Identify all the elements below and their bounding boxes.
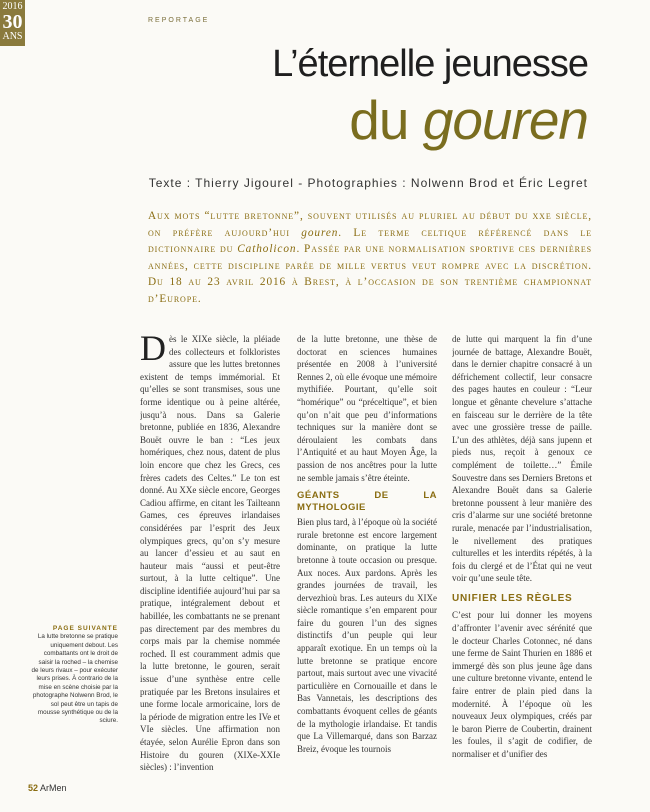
title-plain: du bbox=[349, 89, 423, 151]
column-1-text: ès le XIXe siècle, la pléiade des collecteurs et folkloristes assure que les luttes bretonnes existent de temps immémorial. Et qu’elles se sont transmises, sous une forme identique ou à peine altérée, jusqu’à nous. Dans sa Galerie bretonne, publiée en 1836, Alexandre Bouët ouvre le ban : “Les jeux homériques, chez nous, datent de plus loin encore que chez les Grecs, ces frères cadets des Celtes.” Le ton est donné. Au XXe siècle encore, Georges Cadiou affirme, en citant les Tailteann Games, ces épreuves irlandaises considérées par l’esprit des Jeux olympiques grecs, qu’on s’y mesure au lancer d’essieu et au saut en hauteur mais “aussi et peut-être surtout, à la lutte celtique”. Une discipline identifiée aujourd’hui par sa pratique, intégralement debout et habillée, les combattants ne se prenant pas directement par des membres du corps mais par la chemise nommée roched. Il est couramment admis que la lutte bretonne, le gouren, serait issue d’une synthèse entre celle pratiquée par les Bretons insulaires et une forme locale armoricaine, lors de la période de migration entre les IVe et VIe siècles. Une affirmation non étayée, selon Aurélie Epron dans son Histoire du gouren (XIXe-XXIe siècles) : l’invention bbox=[140, 334, 280, 773]
body-column-1 bbox=[140, 333, 280, 788]
badge-number: 30 bbox=[2, 11, 23, 33]
anniversary-badge bbox=[0, 0, 25, 46]
lead-paragraph bbox=[148, 208, 592, 308]
badge-word: ANS bbox=[2, 31, 23, 42]
title-italic: gouren bbox=[422, 89, 588, 151]
badge-year: 2016 bbox=[2, 1, 23, 12]
lead-part-2: . Le terme celtique référencé dans le dictionnaire du bbox=[148, 226, 592, 256]
column-2-text-b: Bien plus tard, à l’époque où la société rurale bretonne est encore largement dominante, on pratique la lutte bretonne à toute occasion ou presque. Aux noces. Aux pardons. Après les grandes journées de travail, les dervezhioù bras. Les auteurs du XIXe siècle romantique s’en emparent pour faire du gouren l’un des signes distinctifs d’un peuple qui leur apparaît exotique. En un temps où la lutte bretonne se pratique encore partout, mais surtout avec une vivacité particulière en Cornouaille et dans le Bas Vannetais, les descriptions des combattants évoquent celles de géants de la mythologie irlandaise. Et tandis que La Villemarqué, dans son Barzaz Breiz, évoque les tournois bbox=[297, 517, 437, 754]
lead-part-3: . Passée par une normalisation sportive ces dernières années, cette discipline parée de mille vertus veut rompre avec la discrétion. Du 18 au 23 avril 2016 à Brest, à l’occasion de son trentième championnat d’Europe. bbox=[148, 243, 592, 305]
column-3-text-b: C’est pour lui donner les moyens d’affronter l’avenir avec sérénité que le docteur Charles Cotonnec, né dans une ferme de Saint Thurien en 1886 et immergé dès son plus jeune âge dans une culture bretonne vivante, entend le faire entrer de plain pied dans la modernité. À l’époque où les nouveaux Jeux olympiques, créés par le baron Pierre de Coubertin, drainent les foules, il s’agit de codifier, de normaliser et d’unifier des bbox=[452, 610, 592, 759]
photo-caption bbox=[30, 625, 118, 726]
title-line-1: L’éternelle jeunesse bbox=[272, 43, 588, 85]
subheading-unifier: UNIFIER LES RÈGLES bbox=[452, 592, 573, 604]
subheading-geants: GÉANTS DE LA MYTHOLOGIE bbox=[297, 490, 437, 514]
lead-italic-1: gouren bbox=[301, 226, 339, 239]
drop-cap: D bbox=[140, 333, 166, 368]
article-credits: Texte : Thierry Jigourel - Photographies : Nolwenn Brod et Éric Legret bbox=[148, 176, 588, 190]
section-rubric: REPORTAGE bbox=[148, 17, 210, 24]
body-column-2 bbox=[297, 333, 437, 788]
caption-heading: PAGE SUIVANTE bbox=[52, 625, 118, 632]
caption-text: La lutte bretonne se pratique uniquement debout. Les combattants ont le droit de saisir la roched – la chemise de leurs rivaux – pour exécuter leurs prises. À contrario de la mise en scène choisie par la photographe Nolwenn Brod, le sol peut être un tapis de mousse synthétique ou de la sciure. bbox=[31, 633, 118, 725]
lead-italic-2: Catholicon bbox=[237, 243, 297, 256]
lead-part-1: Aux mots “lutte bretonne”, souvent utilisés au pluriel au début du xxe siècle, on préfère aujourd’hui bbox=[148, 210, 592, 239]
title-line-2 bbox=[349, 88, 588, 152]
column-2-text-a: de la lutte bretonne, une thèse de doctorat en sciences humaines présentée en 2008 à l’université Rennes 2, où elle évoque une mémoire mythifiée. Pourtant, qu’elle soit “homérique” ou “préceltique”, et bien qu’on n’ait que peu d’informations techniques sur la manière dont se déroulaient les combats dans l’Antiquité et au haut Moyen Âge, la passion de nos ancêtres pour la lutte ne semble jamais s’être éteinte. bbox=[297, 334, 437, 483]
body-column-3 bbox=[452, 333, 592, 788]
column-3-text-a: de lutte qui marquent la fin d’une journée de battage, Alexandre Bouët, dans le dernier chapitre consacré à un défrichement collectif, leur consacre des pages hautes en couleur : “Leur longue et gênante chevelure s’attache en faisceau sur le derrière de la tête avec une grossière tresse de paille. L’un des athlètes, déjà sans jupenn et pieds nus, reçoit à genoux ce complément de toilette…” Émile Souvestre dans ses Derniers Bretons et Alexandre Bouët dans sa Galerie bretonne poussent à leur manière des cris d’alarme sur une société bretonne rurale, menacée par l’industrialisation, le nivellement des pratiques culturelles et les interdits répétés, à la fois du clergé et de l’État qui ne veut voir qu’une seule tête. bbox=[452, 334, 592, 584]
page-folio bbox=[28, 783, 67, 793]
page-number: 52 bbox=[28, 783, 39, 793]
magazine-name: ArMen bbox=[40, 783, 67, 793]
